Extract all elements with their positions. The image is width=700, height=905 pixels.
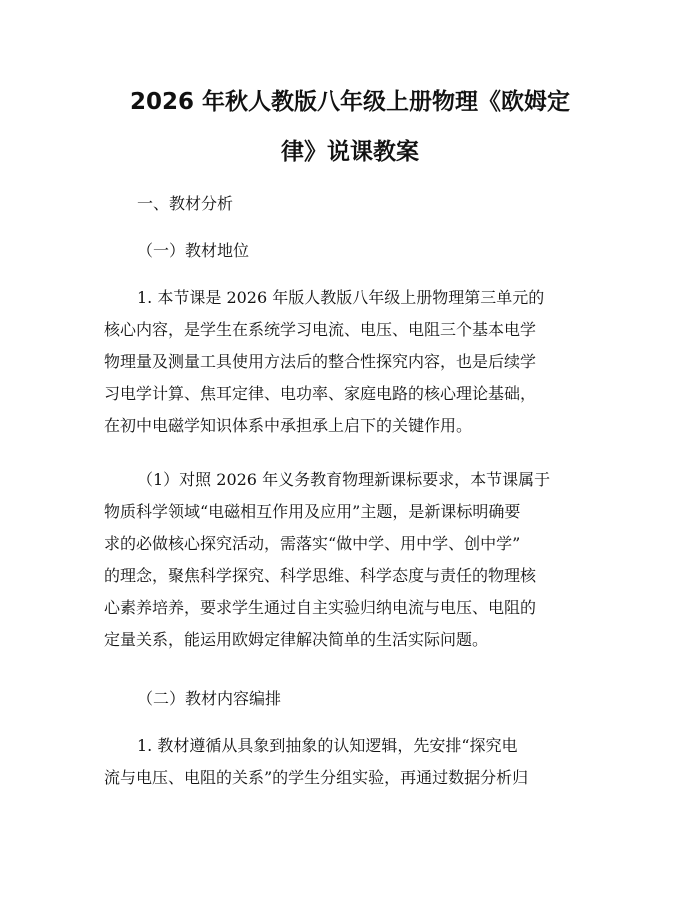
paragraph-2-line-4: 的理念，聚焦科学探究、科学思维、科学态度与责任的物理核 (104, 566, 537, 585)
paragraph-2-line-6: 定量关系，能运用欧姆定律解决简单的生活实际问题。 (104, 630, 489, 649)
paragraph-2-line-5: 心素养培养，要求学生通过自主实验归纳电流与电压、电阻的 (104, 598, 537, 617)
paragraph-1-line-1: 1. 本节课是 2026 年版人教版八年级上册物理第三单元的 (137, 288, 545, 307)
paragraph-2-line-2: 物质科学领域“电磁相互作用及应用”主题，是新课标明确要 (104, 502, 521, 521)
paragraph-1-line-5: 在初中电磁学知识体系中承担承上启下的关键作用。 (104, 416, 473, 435)
paragraph-1-line-2: 核心内容，是学生在系统学习电流、电压、电阻三个基本电学 (104, 320, 537, 339)
paragraph-1-line-3: 物理量及测量工具使用方法后的整合性探究内容，也是后续学 (104, 352, 537, 371)
paragraph-2-line-1: （1）对照 2026 年义务教育物理新课标要求，本节课属于 (137, 470, 551, 489)
paragraph-3-line-2: 流与电压、电阻的关系”的学生分组实验，再通过数据分析归 (104, 768, 529, 787)
section-heading-textbook-analysis: 一、教材分析 (137, 194, 234, 213)
subheading-textbook-position: （一）教材地位 (137, 241, 250, 260)
paragraph-1-line-4: 习电学计算、焦耳定律、电功率、家庭电路的核心理论基础， (104, 384, 537, 403)
document-title-line-2: 律》说课教案 (281, 139, 419, 165)
paragraph-2-line-3: 求的必做核心探究活动，需落实“做中学、用中学、创中学” (104, 534, 521, 553)
subheading-content-arrangement: （二）教材内容编排 (137, 689, 282, 708)
document-title-line-1: 2026 年秋人教版八年级上册物理《欧姆定 (129, 89, 571, 115)
paragraph-3-line-1: 1. 教材遵循从具象到抽象的认知逻辑，先安排“探究电 (137, 736, 518, 755)
